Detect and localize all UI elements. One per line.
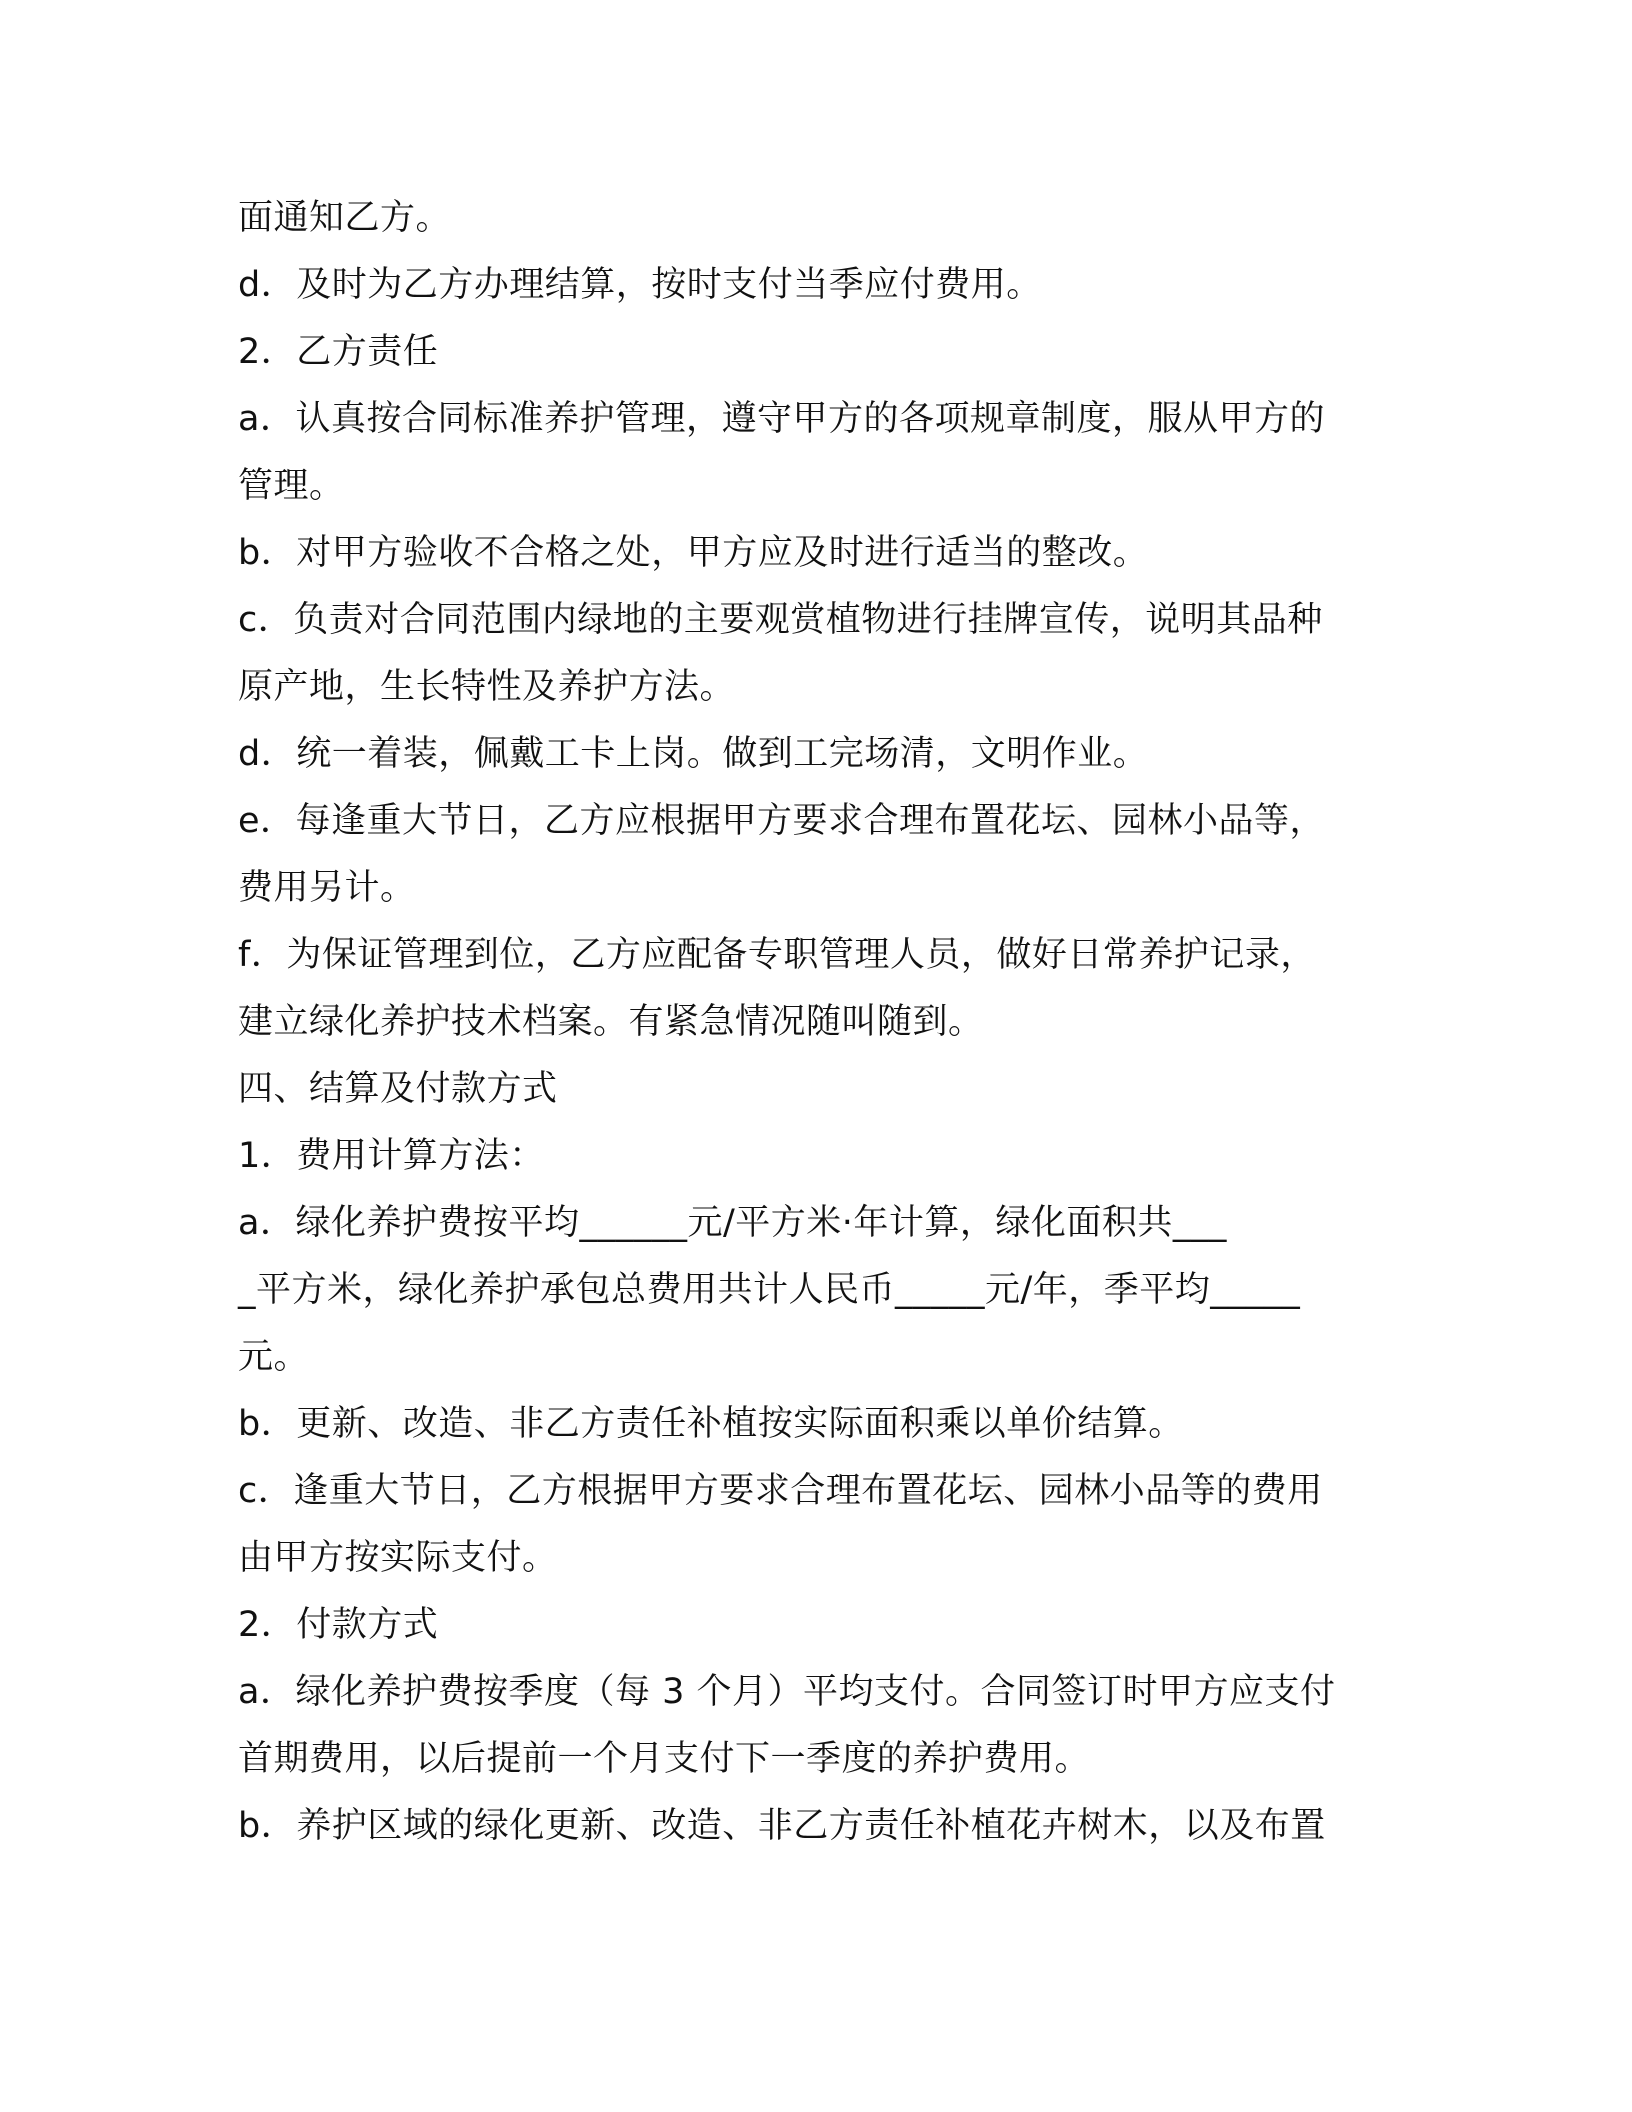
- section-heading: 四、结算及付款方式: [238, 1069, 558, 1109]
- text-line: 元。: [238, 1337, 310, 1377]
- section-heading: 2．乙方责任: [238, 332, 439, 372]
- text-line: d．统一着装，佩戴工卡上岗。做到工完场清，文明作业。: [238, 734, 1149, 774]
- text-line: c．逢重大节日，乙方根据甲方要求合理布置花坛、园林小品等的费用: [238, 1471, 1323, 1511]
- section-heading: 2．付款方式: [238, 1605, 439, 1645]
- text-line: a．认真按合同标准养护管理，遵守甲方的各项规章制度，服从甲方的: [238, 399, 1325, 439]
- section-heading: 1．费用计算方法：: [238, 1136, 545, 1176]
- text-line: 由甲方按实际支付。: [238, 1538, 558, 1578]
- text-line: d．及时为乙方办理结算，按时支付当季应付费用。: [238, 265, 1042, 305]
- text-line: e．每逢重大节日，乙方应根据甲方要求合理布置花坛、园林小品等，: [238, 801, 1326, 841]
- text-line: c．负责对合同范围内绿地的主要观赏植物进行挂牌宣传，说明其品种: [238, 600, 1323, 640]
- text-line: 建立绿化养护技术档案。有紧急情况随叫随到。: [238, 1002, 984, 1042]
- text-line: f．为保证管理到位，乙方应配备专职管理人员，做好日常养护记录，: [238, 935, 1316, 975]
- text-line: 面通知乙方。: [238, 198, 452, 238]
- text-line: a．绿化养护费按平均______元/平方米·年计算，绿化面积共___: [238, 1203, 1227, 1243]
- text-line: 首期费用，以后提前一个月支付下一季度的养护费用。: [238, 1739, 1091, 1779]
- text-line: _平方米，绿化养护承包总费用共计人民币_____元/年，季平均_____: [238, 1270, 1301, 1310]
- document-page: [238, 196, 1398, 1871]
- text-line: b．对甲方验收不合格之处，甲方应及时进行适当的整改。: [238, 533, 1149, 573]
- text-line: b．养护区域的绿化更新、改造、非乙方责任补植花卉树木，以及布置: [238, 1806, 1326, 1846]
- text-line: 管理。: [238, 466, 345, 506]
- text-line: 费用另计。: [238, 868, 416, 908]
- text-line: b．更新、改造、非乙方责任补植按实际面积乘以单价结算。: [238, 1404, 1184, 1444]
- text-line: a．绿化养护费按季度（每 3 个月）平均支付。合同签订时甲方应支付: [238, 1672, 1336, 1712]
- text-line: 原产地，生长特性及养护方法。: [238, 667, 736, 707]
